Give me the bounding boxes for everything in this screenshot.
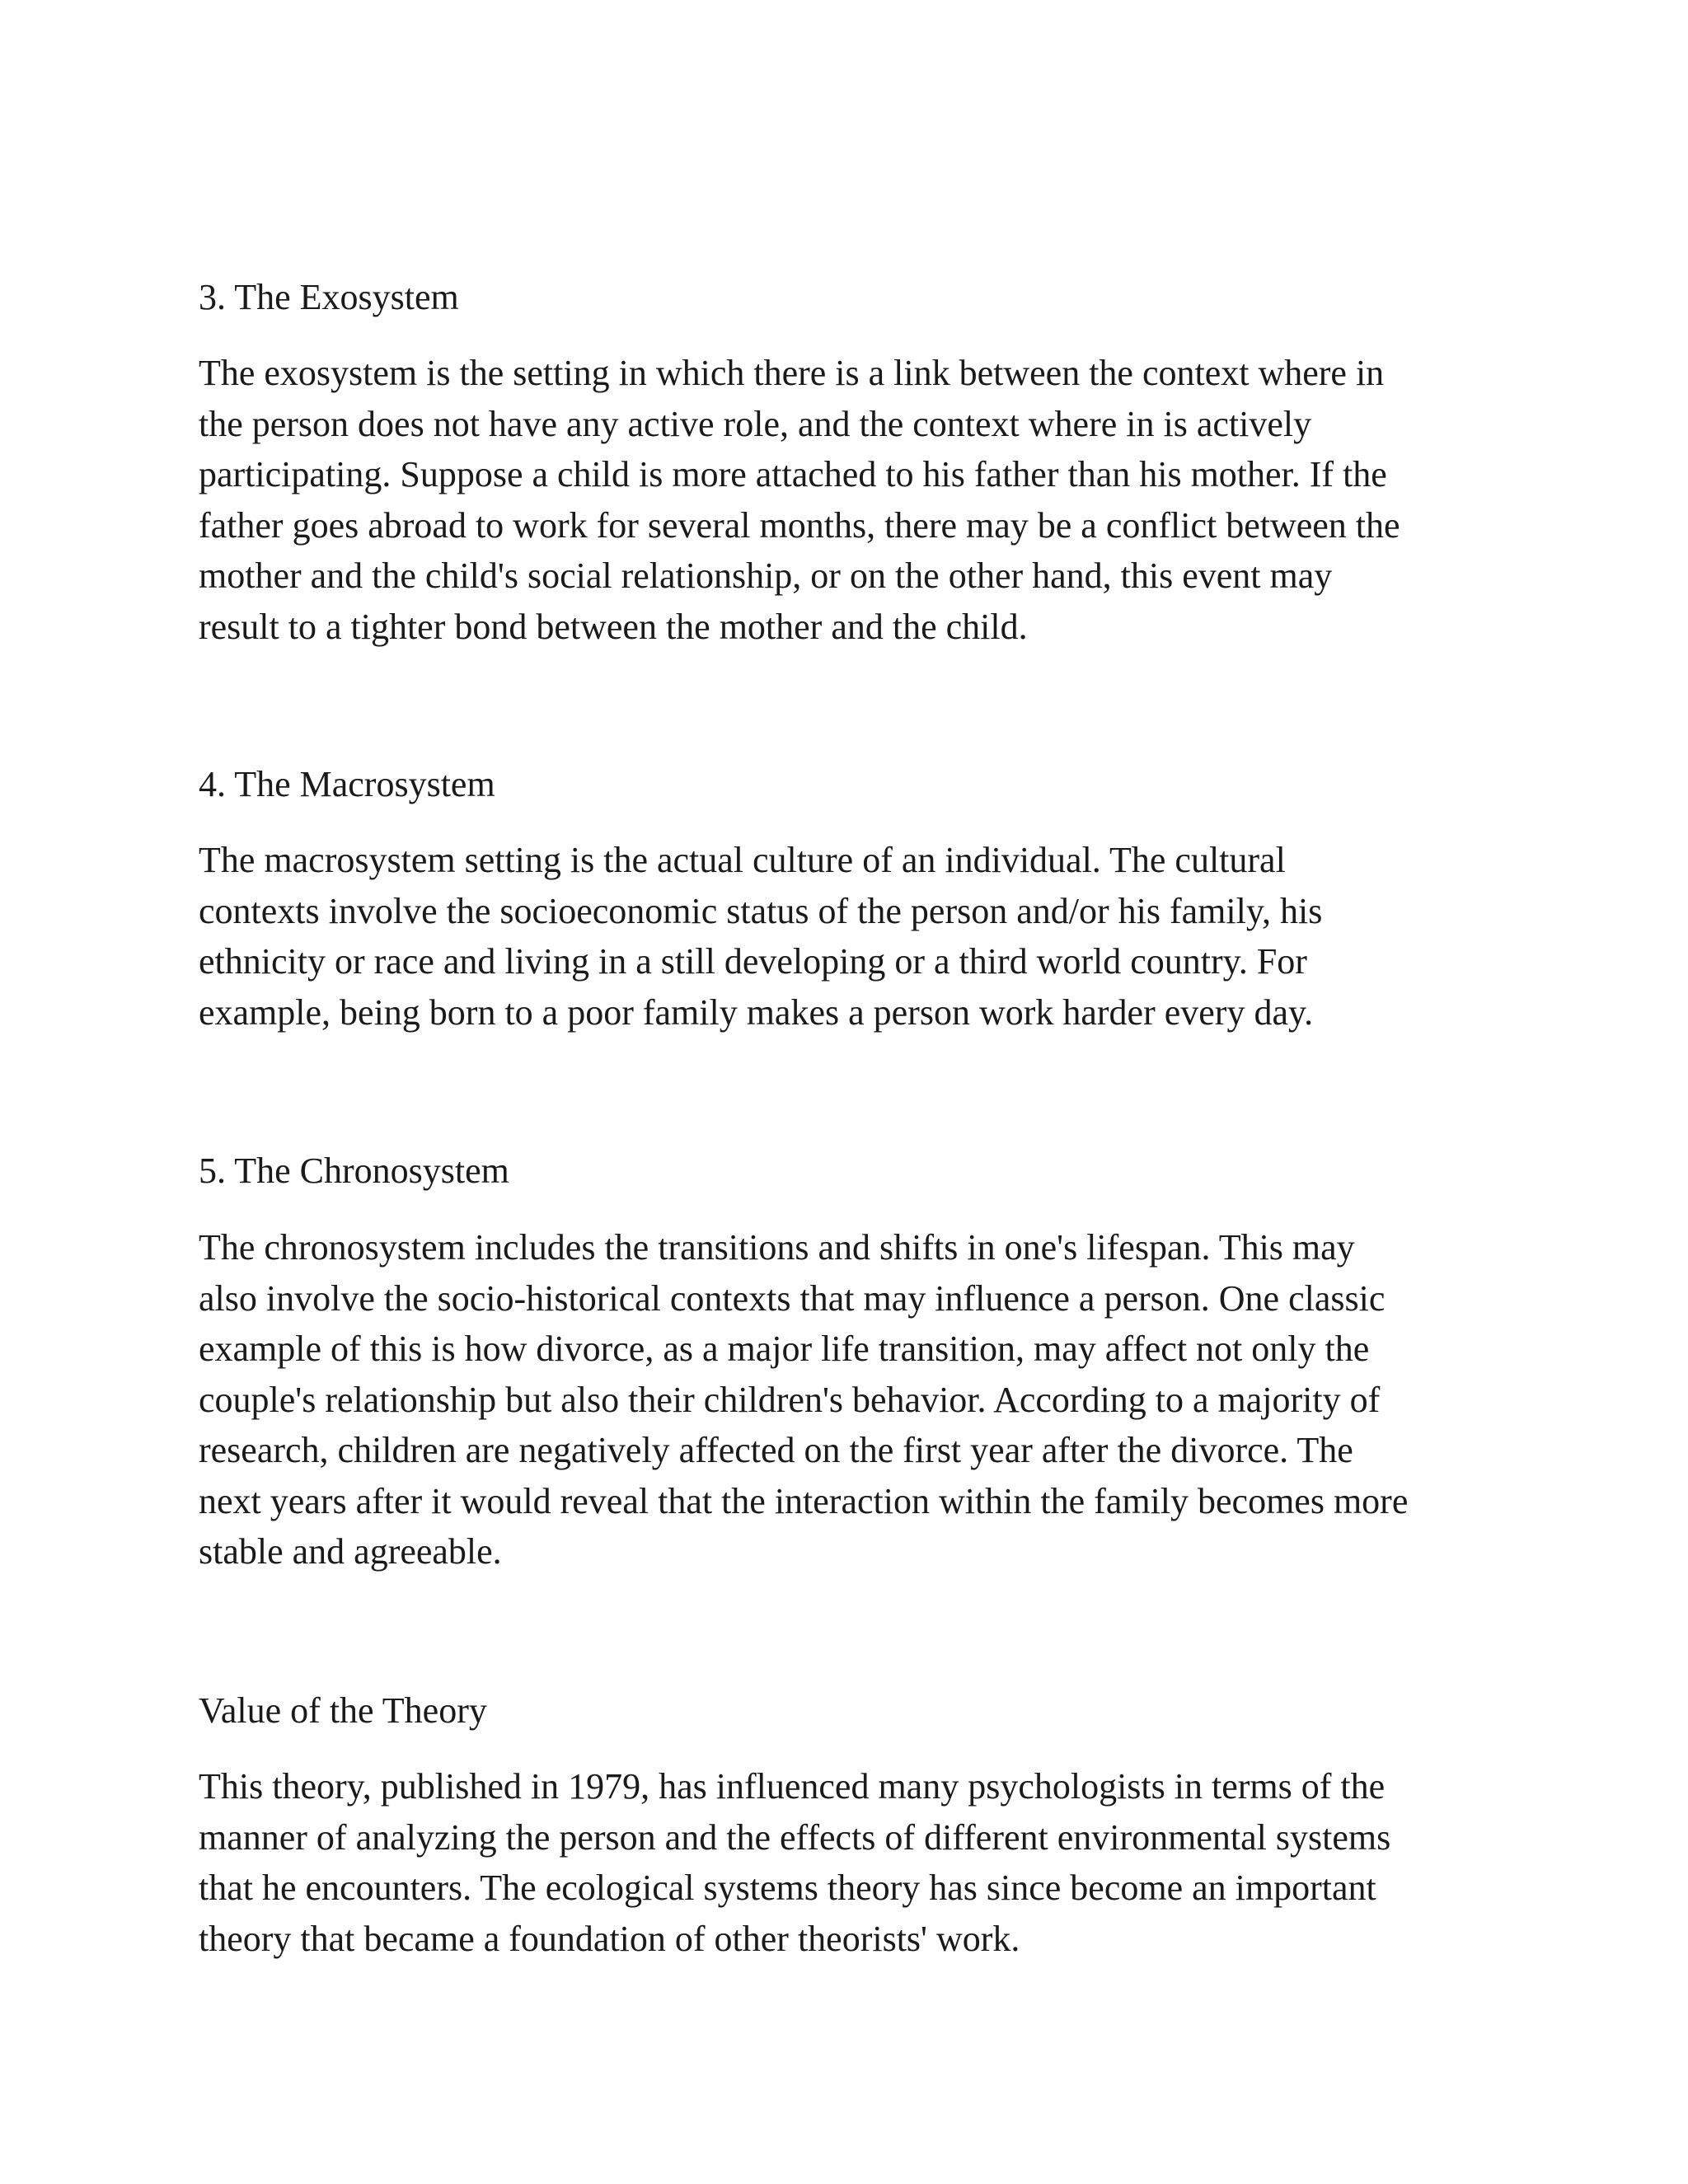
text-line: contexts involve the socioeconomic status of the person and/or his family, his — [199, 890, 1323, 931]
section-body-chronosystem — [199, 1222, 1550, 1577]
text-line: The chronosystem includes the transitions and shifts in one's lifespan. This may — [199, 1227, 1355, 1268]
text-line: the person does not have any active role, and the context where in is actively — [199, 403, 1312, 444]
text-line: example of this is how divorce, as a major life transition, may affect not only the — [199, 1329, 1370, 1369]
section-heading-macrosystem: 4. The Macrosystem — [199, 764, 495, 804]
text-line: also involve the socio-historical contexts that may influence a person. One classic — [199, 1277, 1386, 1319]
text-line: This theory, published in 1979, has influenced many psychologists in terms of the — [199, 1766, 1386, 1807]
section-body-exosystem — [199, 348, 1550, 652]
text-line: stable and agreeable. — [199, 1531, 502, 1572]
text-line: The exosystem is the setting in which there is a link between the context where in — [199, 353, 1385, 393]
text-line: manner of analyzing the person and the effects of different environmental systems — [199, 1816, 1391, 1858]
text-line: next years after it would reveal that the interaction within the family becomes more — [199, 1480, 1409, 1521]
text-line: research, children are negatively affected on the first year after the divorce. The — [199, 1430, 1353, 1470]
text-line: that he encounters. The ecological systems theory has since become an important — [199, 1868, 1376, 1908]
text-line: The macrosystem setting is the actual culture of an individual. The cultural — [199, 840, 1286, 880]
text-line: couple's relationship but also their children's behavior. According to a majority of — [199, 1379, 1381, 1420]
section-heading-value-of-theory: Value of the Theory — [199, 1690, 487, 1731]
text-line: father goes abroad to work for several months, there may be a conflict between the — [199, 504, 1400, 546]
section-heading-exosystem: 3. The Exosystem — [199, 277, 459, 317]
text-line: theory that became a foundation of other theorists' work. — [199, 1918, 1020, 1959]
text-line: result to a tighter bond between the mother and the child. — [199, 606, 1028, 647]
text-line: participating. Suppose a child is more attached to his father than his mother. If the — [199, 454, 1387, 494]
text-line: example, being born to a poor family makes a person work harder every day. — [199, 991, 1314, 1033]
section-heading-chronosystem: 5. The Chronosystem — [199, 1151, 509, 1191]
section-body-macrosystem — [199, 835, 1550, 1038]
section-body-value-of-theory — [199, 1761, 1550, 1964]
text-line: ethnicity or race and living in a still developing or a third world country. For — [199, 941, 1307, 982]
text-line: mother and the child's social relationship, or on the other hand, this event may — [199, 555, 1333, 596]
